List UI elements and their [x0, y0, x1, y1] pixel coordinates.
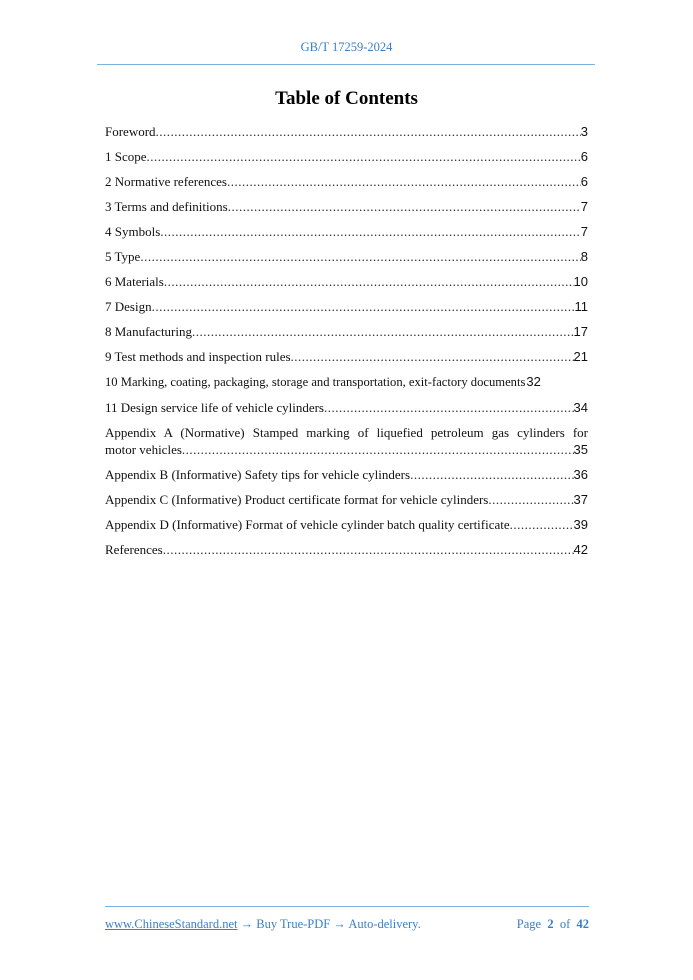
toc-page-number: 11 — [574, 299, 588, 314]
toc-entry-label: 11 Design service life of vehicle cylinders — [105, 400, 324, 415]
toc-entry-label: 9 Test methods and inspection rules — [105, 349, 291, 364]
dot-leader — [488, 491, 573, 508]
toc-page-number: 37 — [573, 492, 588, 507]
toc-entry-label: Appendix D (Informative) Format of vehicle cylinder batch quality certificate — [105, 517, 510, 532]
toc-entry-label: Appendix B (Informative) Safety tips for vehicle cylinders — [105, 467, 411, 482]
page-label: Page — [516, 917, 542, 931]
toc-entry-manufacturing[interactable] — [105, 323, 588, 340]
toc-entry-label: 1 Scope — [105, 149, 147, 164]
toc-entry-symbols[interactable] — [105, 223, 588, 240]
total-pages: 42 — [576, 917, 589, 931]
toc-page-number: 7 — [580, 224, 588, 239]
footer-promo — [105, 917, 421, 932]
toc-entry-label: 5 Type — [105, 249, 141, 264]
toc-page-number: 10 — [573, 274, 588, 289]
toc-entry-design-service-life[interactable] — [105, 399, 588, 416]
toc-entry-materials[interactable] — [105, 273, 588, 290]
dot-leader — [510, 516, 574, 533]
toc-entry-label: Appendix A (Normative) Stamped marking of liquefied petroleum gas cylinders for — [105, 425, 588, 440]
arrow-right-icon: → — [240, 917, 254, 931]
dot-leader — [164, 273, 574, 290]
dot-leader — [160, 223, 581, 240]
header-divider — [97, 64, 595, 65]
toc-page-number: 7 — [580, 199, 588, 214]
toc-title: Table of Contents — [275, 88, 418, 109]
arrow-right-icon: → — [333, 917, 346, 931]
dot-leader — [152, 298, 575, 315]
toc-entry-label: References — [105, 542, 163, 557]
dot-leader — [410, 466, 573, 483]
toc-entry-foreword[interactable] — [105, 123, 588, 140]
current-page-number: 2 — [547, 917, 554, 931]
toc-entry-label: 7 Design — [105, 299, 152, 314]
site-link[interactable]: www.ChineseStandard.net — [105, 917, 238, 931]
dot-leader — [156, 123, 581, 140]
dot-leader — [227, 173, 581, 190]
toc-page-number: 34 — [573, 400, 588, 415]
dot-leader — [324, 399, 574, 416]
buy-pdf-text: Buy True-PDF — [256, 917, 331, 931]
toc-entry-label: 10 Marking, coating, packaging, storage and transportation, exit-factory documents — [105, 375, 526, 389]
toc-page-number: 36 — [573, 467, 588, 482]
toc-page-number: 8 — [580, 249, 588, 264]
table-of-contents — [105, 123, 588, 566]
toc-entry-appendix-a[interactable] — [105, 424, 588, 458]
toc-entry-test-methods[interactable] — [105, 348, 588, 365]
toc-entry-appendix-d[interactable] — [105, 516, 588, 533]
toc-page-number: 32 — [526, 374, 541, 389]
toc-page-number: 39 — [573, 517, 588, 532]
dot-leader — [140, 248, 580, 265]
dot-leader — [182, 441, 574, 458]
toc-page-number: 6 — [580, 149, 588, 164]
toc-entry-appendix-c[interactable] — [105, 491, 588, 508]
toc-entry-marking-coating[interactable] — [105, 373, 588, 391]
toc-page-number: 6 — [580, 174, 588, 189]
toc-entry-normative-references[interactable] — [105, 173, 588, 190]
toc-entry-label: 3 Terms and definitions — [105, 199, 228, 214]
of-label: of — [559, 917, 571, 931]
toc-entry-type[interactable] — [105, 248, 588, 265]
toc-entry-references[interactable] — [105, 541, 588, 558]
auto-delivery-text: Auto-delivery. — [348, 917, 421, 931]
toc-entry-label-continued: motor vehicles — [105, 442, 182, 457]
toc-entry-scope[interactable] — [105, 148, 588, 165]
toc-page-number: 17 — [573, 324, 588, 339]
toc-entry-terms-definitions[interactable] — [105, 198, 588, 215]
toc-entry-design[interactable] — [105, 298, 588, 315]
toc-entry-label: 6 Materials — [105, 274, 164, 289]
dot-leader — [147, 148, 581, 165]
toc-page-number: 35 — [573, 442, 588, 457]
toc-entry-appendix-b[interactable] — [105, 466, 588, 483]
dot-leader — [163, 541, 574, 558]
toc-entry-label: Appendix C (Informative) Product certificate format for vehicle cylinders — [105, 492, 489, 507]
toc-page-number: 42 — [573, 542, 588, 557]
footer-divider — [105, 906, 589, 907]
toc-entry-label: 8 Manufacturing — [105, 324, 193, 339]
toc-page-number: 21 — [573, 349, 588, 364]
toc-entry-label: Foreword — [105, 124, 156, 139]
document-code: GB/T 17259-2024 — [300, 40, 393, 54]
toc-page-number: 3 — [580, 124, 588, 139]
toc-entry-label: 2 Normative references — [105, 174, 227, 189]
dot-leader — [228, 198, 581, 215]
page-indicator — [517, 917, 589, 932]
dot-leader — [192, 323, 574, 340]
toc-entry-label: 4 Symbols — [105, 224, 161, 239]
page-footer — [105, 917, 589, 932]
dot-leader — [291, 348, 574, 365]
